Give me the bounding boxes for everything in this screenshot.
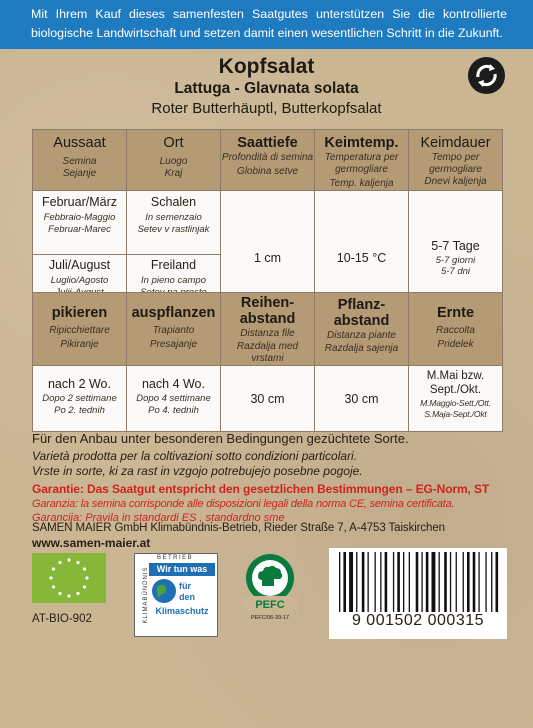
eu-organic-logo bbox=[32, 553, 106, 603]
company-website[interactable]: www.samen-maier.at bbox=[32, 536, 151, 550]
cell-ort: Schalen In semenzaio Setev v rastlinjak Freiland In pieno campo bbox=[127, 191, 221, 325]
header-ernte: Ernte Raccolta Pridelek bbox=[409, 293, 503, 366]
product-subtitle: Lattuga - Glavnata solata bbox=[174, 80, 359, 97]
note-it: Varietà prodotta per la coltivazioni sotto condizioni particolari. bbox=[32, 449, 358, 463]
barcode-number: 9 001502 000315 bbox=[351, 612, 485, 629]
cell-auspflanzen: nach 4 Wo. Dopo 4 settimane Po 4. tednih bbox=[127, 366, 221, 432]
cell-keimtemp: 10-15 °C bbox=[315, 191, 409, 325]
header-pikieren: pikieren Ripicchiettare Pikiranje bbox=[33, 293, 127, 366]
guarantee-it: Garanzia: la semina corrisponde alle disposizioni legali della norma CE, semina certificata. bbox=[32, 498, 455, 510]
header-reihenabstand: Reihen-abstand Distanza file Razdalja med vrstami bbox=[221, 293, 315, 366]
globe-icon bbox=[151, 578, 177, 604]
header-ort: Ort Luogo Kraj bbox=[127, 130, 221, 191]
planting-table bbox=[32, 292, 503, 432]
recycle-icon bbox=[468, 57, 505, 94]
pefc-logo: PEFC PEFC/06-39-17 bbox=[242, 553, 298, 636]
header-pflanzabstand: Pflanz-abstand Distanza piante Razdalja sajenja bbox=[315, 293, 409, 366]
info-banner bbox=[0, 0, 533, 49]
cell-aussaat: Februar/März Febbraio-Maggio Februar-Marec Juli/August Luglio/Agosto bbox=[33, 191, 127, 325]
note-de: Für den Anbau unter besonderen Bedingungen gezüchtete Sorte. bbox=[32, 431, 409, 446]
kb-header: Wir tun was bbox=[149, 563, 215, 576]
product-title: Kopfsalat bbox=[218, 55, 315, 78]
cell-saattiefe: 1 cm bbox=[221, 191, 315, 325]
header-keimtemp: Keimtemp. Temperatura per germogliare Temp. kaljenja bbox=[315, 130, 409, 191]
cell-pflanzabstand: 30 cm bbox=[315, 366, 409, 432]
eu-leaf-icon bbox=[32, 553, 106, 603]
header-saattiefe: Saattiefe Profondità di semina Globina setve bbox=[221, 130, 315, 191]
guarantee-sl: Garancija: Pravila in standardi ES , standardno sme bbox=[32, 512, 285, 524]
header-auspflanzen: auspflanzen Trapianto Presajanje bbox=[127, 293, 221, 366]
cell-keimdauer: 5-7 Tage 5-7 giorni 5-7 dni bbox=[409, 191, 503, 325]
cell-reihenabstand: 30 cm bbox=[221, 366, 315, 432]
banner-text: Mit Ihrem Kauf dieses samenfesten Saatgutes unterstützen Sie die kontrollierte biologische Landwirtschaft und setzen damit einen wesentlichen Schritt in die Zukunft. bbox=[31, 7, 507, 40]
barcode-bars-icon bbox=[329, 548, 507, 618]
klimabuendnis-logo: BETRIEB KLIMABÜNDNIS Wir tun was für den Klimaschutz bbox=[134, 553, 218, 637]
header-keimdauer: Keimdauer Tempo per germogliare Dnevi kaljenja bbox=[409, 130, 503, 191]
note-sl: Vrste in sorte, ki za rast in vzgojo potrebujejo posebne pogoje. bbox=[32, 464, 363, 478]
guarantee-de: Garantie: Das Saatgut entspricht den gesetzlichen Bestimmungen – EG-Norm, ST bbox=[32, 482, 490, 496]
bio-code: AT-BIO-902 bbox=[32, 613, 92, 625]
header-aussaat: Aussaat Semina Sejanje bbox=[33, 130, 127, 191]
ean-barcode bbox=[329, 548, 507, 639]
company-address: SAMEN MAIER GmbH Klimabündnis-Betrieb, Rieder Straße 7, A-4753 Taiskirchen bbox=[32, 522, 445, 534]
product-variety: Roter Butterhäuptl, Butterkopfsalat bbox=[151, 100, 382, 117]
cell-ernte: M.Mai bzw. Sept./Okt. M.Maggio-Sett./Ott. S.Maja-Sept./Okt bbox=[409, 366, 503, 432]
cell-pikieren: nach 2 Wo. Dopo 2 settimane Po 2. tednih bbox=[33, 366, 127, 432]
